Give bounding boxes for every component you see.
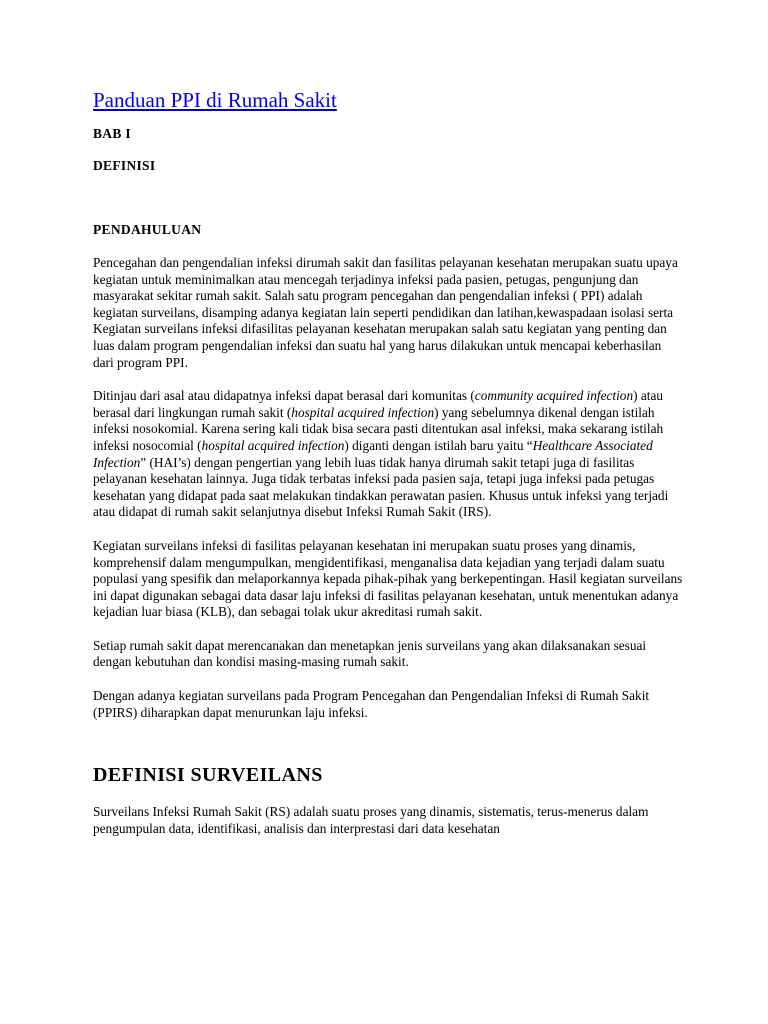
section-heading-pendahuluan: PENDAHULUAN [93,222,202,237]
paragraph-intro: Pencegahan dan pengendalian infeksi dirumah sakit dan fasilitas pelayanan kesehatan merupakan suatu upaya kegiatan untuk meminimalkan atau mencegah terjadinya infeksi pada pasien, petugas, pengunjung dan masyarakat sekitar rumah sakit. Salah satu program pencegahan dan pengendalian infeksi ( PPI) adalah kegiatan surveilans, disamping adanya kegiatan lain seperti pendidikan dan latihan,kewaspadaan isolasi serta Kegiatan surveilans infeksi difasilitas pelayanan kesehatan merupakan salah satu kegiatan yang penting dan luas dalam program pengendalian infeksi dan suatu hal yang harus dilakukan untuk mencapai keberhasilan dari program PPI. [93,255,678,370]
paragraph-planning: Setiap rumah sakit dapat merencanakan dan menetapkan jenis surveilans yang akan dilaksanakan sesuai dengan kebutuhan dan kondisi masing-masing rumah sakit. [93,637,647,670]
paragraph-origin-text-4: ) diganti dengan istilah baru yaitu “ [344,437,533,453]
paragraph-origin-text-1: Ditinjau dari asal atau didapatnya infeksi dapat berasal dari komunitas ( [93,388,475,404]
chapter-title: DEFINISI [93,158,156,173]
paragraph-origin [93,388,683,521]
paragraph-origin-text-5: ” (HAI’s) dengan pengertian yang lebih luas tidak hanya dirumah sakit tetapi juga di fasilitas pelayanan kesehatan lainnya. Juga tidak terbatas infeksi pada pasien saja, tetapi juga infeksi pada petugas kesehatan yang didapat pada saat melakukan tindakkan perawatan pasien. Khusus untuk infeksi yang terjadi atau didapat di rumah sakit selanjutnya disebut Infeksi Rumah Sakit (IRS). [93,454,669,520]
paragraph-surveillance: Kegiatan surveilans infeksi di fasilitas pelayanan kesehatan ini merupakan suatu proses yang dinamis, komprehensif dalam mengumpulkan, mengidentifikasi, menganalisa data kejadian yang terjadi dalam suatu populasi yang spesifik dan melaporkannya kepada pihak-pihak yang berkepentingan. Hasil kegiatan surveilans ini dapat digunakan sebagai data dasar laju infeksi di fasilitas pelayanan kesehatan, untuk menentukan adanya kejadian luar biasa (KLB), dan sebagai tolak ukur akreditasi rumah sakit. [93,537,683,620]
section-heading-definisi-surveilans: DEFINISI SURVEILANS [93,764,323,787]
term-healthcare-associated: Healthcare Associated Infection [93,437,653,470]
term-hospital-acquired: hospital acquired infection [291,404,435,420]
document-title [93,84,683,116]
term-hospital-acquired-2: hospital acquired infection [201,437,345,453]
paragraph-expectation: Dengan adanya kegiatan surveilans pada Program Pencegahan dan Pengendalian Infeksi di Rumah Sakit (PPIRS) diharapkan dapat menurunkan laju infeksi. [93,688,650,720]
paragraph-origin-text-2: ) atau berasal dari lingkungan rumah sakit ( [93,388,663,420]
paragraph-origin-text-3: ) yang sebelumnya dikenal dengan istilah infeksi nosokomial. Karena sering kali tidak bisa secara pasti ditentukan asal infeksi, maka sekarang istilah infeksi nosocomial ( [93,404,664,453]
document-page [93,84,683,854]
term-community-acquired: community acquired infection [474,388,634,404]
document-title-link[interactable]: Panduan PPI di Rumah Sakit [93,88,337,112]
chapter-number: BAB I [93,126,131,141]
paragraph-definition: Surveilans Infeksi Rumah Sakit (RS) adalah suatu proses yang dinamis, sistematis, terus-menerus dalam pengumpulan data, identifikasi, analisis dan interprestasi dari data kesehatan [93,804,649,836]
